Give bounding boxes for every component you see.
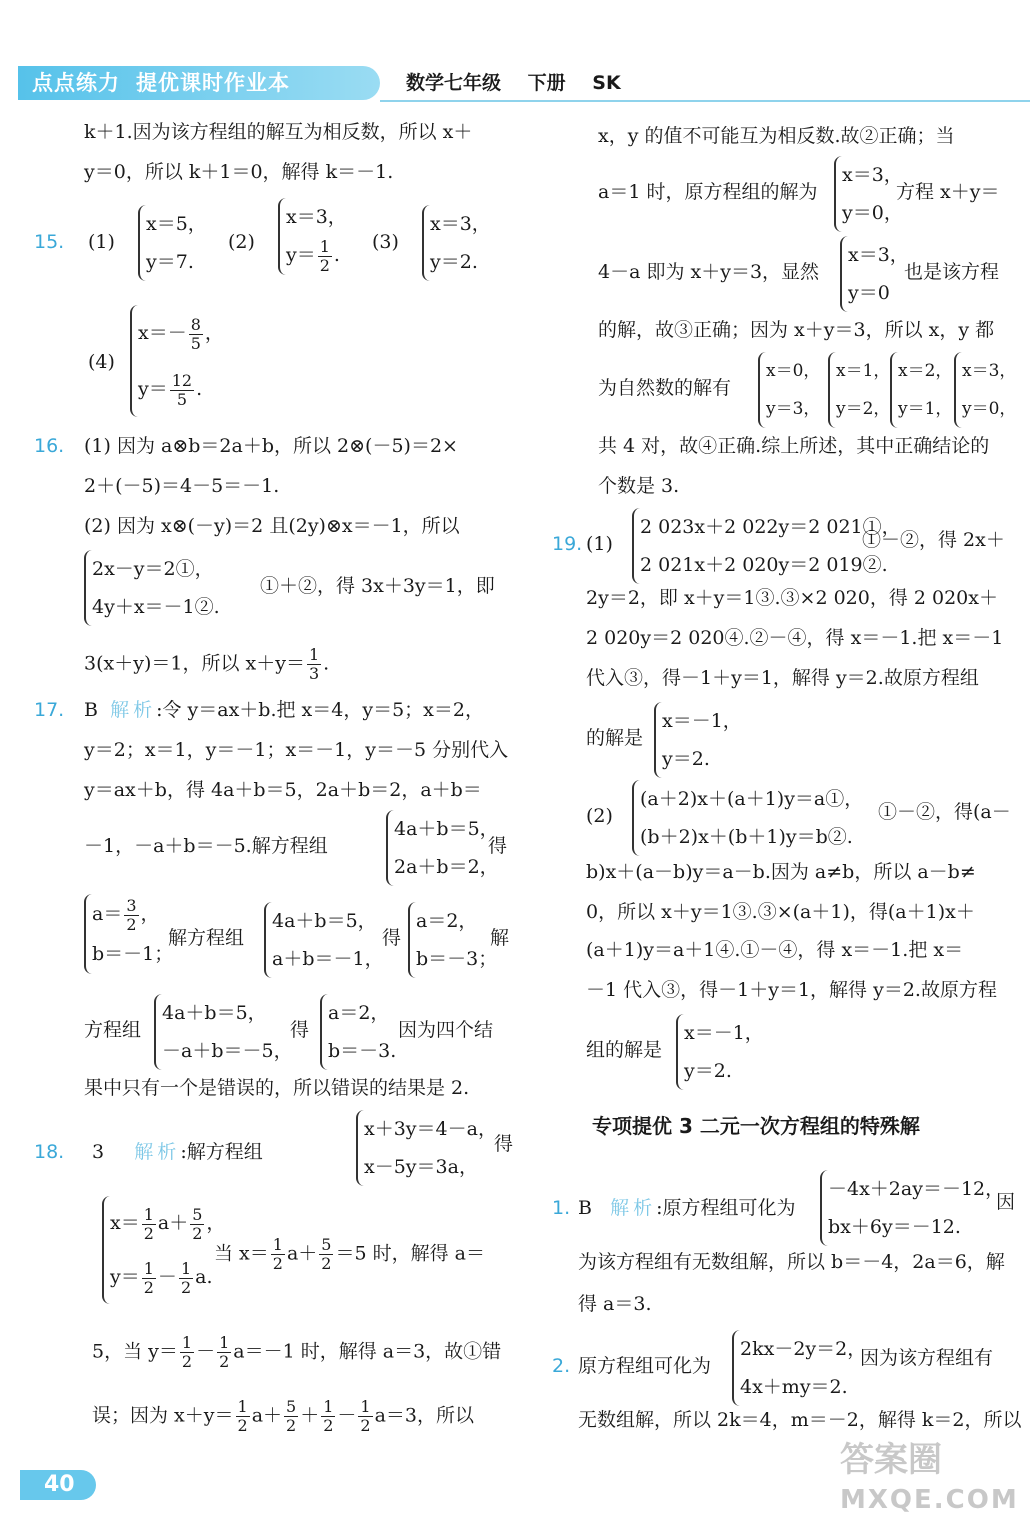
text-line: 5，当 y＝ $\frac{1}{2}$ － $\frac{1}{2}$ a＝－1 时，解得 a＝3，故①错: [92, 1333, 502, 1371]
text-line: y＝ax＋b，得 4a＋b＝5，2a＋b＝2，a＋b＝: [84, 779, 482, 801]
text-line: 2＋(－5)＝4－5＝－1.: [84, 475, 280, 497]
text-line: 方程组: [84, 1019, 142, 1041]
text-line: 共 4 对，故④正确.综上所述，其中正确结论的: [598, 435, 990, 457]
text-line: 得: [488, 835, 508, 857]
edition-label: SK: [592, 72, 621, 94]
q19-part1-label: (1): [586, 533, 613, 555]
text-line: y＝2；x＝1，y＝－1；x＝－1，y＝－5 分别代入: [84, 739, 509, 761]
book-info: [406, 68, 641, 98]
p1-system: －4x＋2ay＝－12， bx＋6y＝－12.: [820, 1170, 1004, 1246]
text-line: 因为该方程组有: [860, 1347, 994, 1369]
text-line: 为该方程组有无数组解，所以 b＝－4，2a＝6，解: [578, 1251, 1005, 1273]
volume-label: 下册: [527, 72, 566, 94]
text-line: B 解析:原方程组可化为: [578, 1197, 796, 1219]
text-line: 因为四个结: [398, 1019, 494, 1041]
text-line: 无数组解，所以 2k＝4，m＝－2，解得 k＝2，所以: [578, 1409, 1022, 1431]
r3-system: x＝3， y＝0: [840, 236, 909, 312]
r5-system-2: x＝1， y＝2，: [828, 352, 890, 428]
series-banner: [18, 66, 380, 100]
q16-system: 2x－y＝2①， 4y＋x＝－1②.: [84, 550, 220, 626]
text-line: 因: [996, 1191, 1016, 1213]
page-header: [18, 62, 1030, 102]
text-line: 解方程组: [168, 927, 245, 949]
analysis-label: 解析: [610, 1197, 657, 1219]
series-name: 点点练力: [32, 71, 120, 95]
text-line: 4－a 即为 x＋y＝3，显然: [598, 261, 820, 283]
r5-system-1: x＝0， y＝3，: [758, 352, 820, 428]
watermark: 答案圈 MXQE.COM: [840, 1440, 1019, 1515]
q19-system-2: (a＋2)x＋(a＋1)y＝a①， (b＋2)x＋(b＋1)y＝b②.: [632, 780, 863, 856]
text-line: －1 代入③，得－1＋y＝1，解得 y＝2.故原方程: [586, 979, 997, 1001]
q15-part3-system: x＝3， y＝2.: [422, 205, 491, 281]
text-line: (a＋1)y＝a＋1④.①－④，得 x＝－1.把 x＝: [586, 939, 964, 961]
text-line: 方程 x＋y＝: [896, 181, 1000, 203]
header-rule: [380, 100, 1030, 102]
text-line: 得: [382, 927, 402, 949]
q17-solution-1: a＝ $\frac{3}{2}$ ， b＝－1；: [84, 894, 173, 974]
text-line: 为自然数的解有: [598, 377, 732, 399]
q15-part4-system: x＝－ $\frac{8}{5}$ ， y＝ $\frac{12}{5}$ .: [130, 305, 224, 417]
problem-2-number: 2.: [552, 1355, 571, 1377]
q17-solution-3: a＝2， b＝－3.: [320, 994, 396, 1070]
text-line: y＝0，所以 k＋1＝0，解得 k＝－1.: [84, 161, 394, 183]
text-line: 误；因为 x＋y＝ $\frac{1}{2}$ a＋ $\frac{5}{2}$ ＋ $\frac{1}{2}$ － $\frac{1}{2}$ a＝3，所以: [92, 1397, 475, 1435]
q18-system: x＋3y＝4－a， x－5y＝3a，: [356, 1110, 497, 1186]
q17-system-2: 4a＋b＝5， a＋b＝－1，: [264, 902, 384, 978]
text-line: 当 x＝ $\frac{1}{2}$ a＋ $\frac{5}{2}$ ＝5 时，解得 a＝: [214, 1235, 485, 1273]
text-line: B 解析:令 y＝ax＋b.把 x＝4，y＝5；x＝2，: [84, 699, 484, 721]
text-line: 3(x＋y)＝1，所以 x＋y＝ $\frac{1}{3}$ .: [84, 645, 330, 683]
text-line: 果中只有一个是错误的，所以错误的结果是 2.: [84, 1077, 470, 1099]
q19-part2-label: (2): [586, 805, 613, 827]
subject-label: 数学七年级: [406, 72, 502, 94]
text-line: 得: [494, 1133, 514, 1155]
text-line: 0，所以 x＋y＝1③.③×(a＋1)，得(a＋1)x＋: [586, 901, 975, 923]
analysis-label: 解析: [134, 1141, 181, 1163]
text-line: (2) 因为 x⊗(－y)＝2 且(2y)⊗x＝－1，所以: [84, 515, 460, 537]
text-line: x，y 的值不可能互为相反数.故②正确；当: [598, 125, 955, 147]
text-line: 也是该方程: [904, 261, 1000, 283]
section-title: 专项提优 3 二元一次方程组的特殊解: [592, 1114, 920, 1138]
text-line: 个数是 3.: [598, 475, 680, 497]
q15-part4-label: (4): [88, 351, 115, 373]
text-line: 3 解析:解方程组: [92, 1141, 263, 1163]
problem-1-number: 1.: [552, 1197, 571, 1219]
q15-part2-system: x＝3， y＝ $\frac{1}{2}$ .: [278, 198, 347, 275]
question-19-number: 19.: [552, 533, 583, 555]
q19-solution-2: x＝－1， y＝2.: [676, 1014, 764, 1090]
p2-system: 2kx－2y＝2， 4x＋my＝2.: [732, 1330, 866, 1406]
question-17-number: 17.: [34, 699, 65, 721]
q15-part1-label: (1): [88, 231, 115, 253]
q17-solution-2: a＝2， b＝－3；: [408, 902, 497, 978]
q18-solution: x＝ $\frac{1}{2}$ a＋ $\frac{5}{2}$ ， y＝ $\frac{1}{2}$ － $\frac{1}{2}$ a.: [102, 1196, 225, 1304]
r5-system-3: x＝2， y＝1，: [890, 352, 952, 428]
text-line: 解: [490, 927, 510, 949]
text-line: (1) 因为 a⊗b＝2a＋b，所以 2⊗(－5)＝2×: [84, 435, 458, 457]
q15-part3-label: (3): [372, 231, 399, 253]
text-line: b)x＋(a－b)y＝a－b.因为 a≠b，所以 a－b≠: [586, 861, 976, 883]
q17-system-1: 4a＋b＝5， 2a＋b＝2，: [386, 810, 499, 886]
question-18-number: 18.: [34, 1141, 65, 1163]
text-line: 原方程组可化为: [578, 1355, 712, 1377]
r2-system: x＝3， y＝0，: [834, 156, 903, 232]
r5-system-4: x＝3， y＝0，: [954, 352, 1016, 428]
q15-part2-label: (2): [228, 231, 255, 253]
text-line: k＋1.因为该方程组的解互为相反数，所以 x＋: [84, 121, 473, 143]
text-line: 2 020y＝2 020④.②－④，得 x＝－1.把 x＝－1: [586, 627, 1004, 649]
q19-system-1: 2 023x＋2 022y＝2 021①， 2 021x＋2 020y＝2 019②.: [632, 508, 901, 584]
q17-system-3: 4a＋b＝5， －a＋b＝－5，: [154, 994, 293, 1070]
text-line: 的解是: [586, 727, 644, 749]
text-line: －1，－a＋b＝－5.解方程组: [84, 835, 328, 857]
text-line: 的解，故③正确；因为 x＋y＝3，所以 x，y 都: [598, 319, 995, 341]
text-line: ①－②，得(a－: [878, 801, 1011, 823]
question-16-number: 16.: [34, 435, 65, 457]
text-line: ①－②，得 2x＋: [862, 529, 1005, 551]
question-15-number: 15.: [34, 231, 65, 253]
text-line: 得 a＝3.: [578, 1293, 652, 1315]
q15-part1-system: x＝5， y＝7.: [138, 205, 207, 281]
book-name: 提优课时作业本: [136, 71, 290, 95]
page-number: 40: [20, 1470, 96, 1500]
text-line: a＝1 时，原方程组的解为: [598, 181, 818, 203]
text-line: 2y＝2，即 x＋y＝1③.③×2 020，得 2 020x＋: [586, 587, 998, 609]
text-line: 代入③，得－1＋y＝1，解得 y＝2.故原方程组: [586, 667, 979, 689]
text-line: ①＋②，得 3x＋3y＝1，即: [260, 575, 495, 597]
text-line: 组的解是: [586, 1039, 663, 1061]
q19-solution-1: x＝－1， y＝2.: [654, 702, 742, 778]
text-line: 得: [290, 1019, 310, 1041]
analysis-label: 解析: [110, 699, 157, 721]
